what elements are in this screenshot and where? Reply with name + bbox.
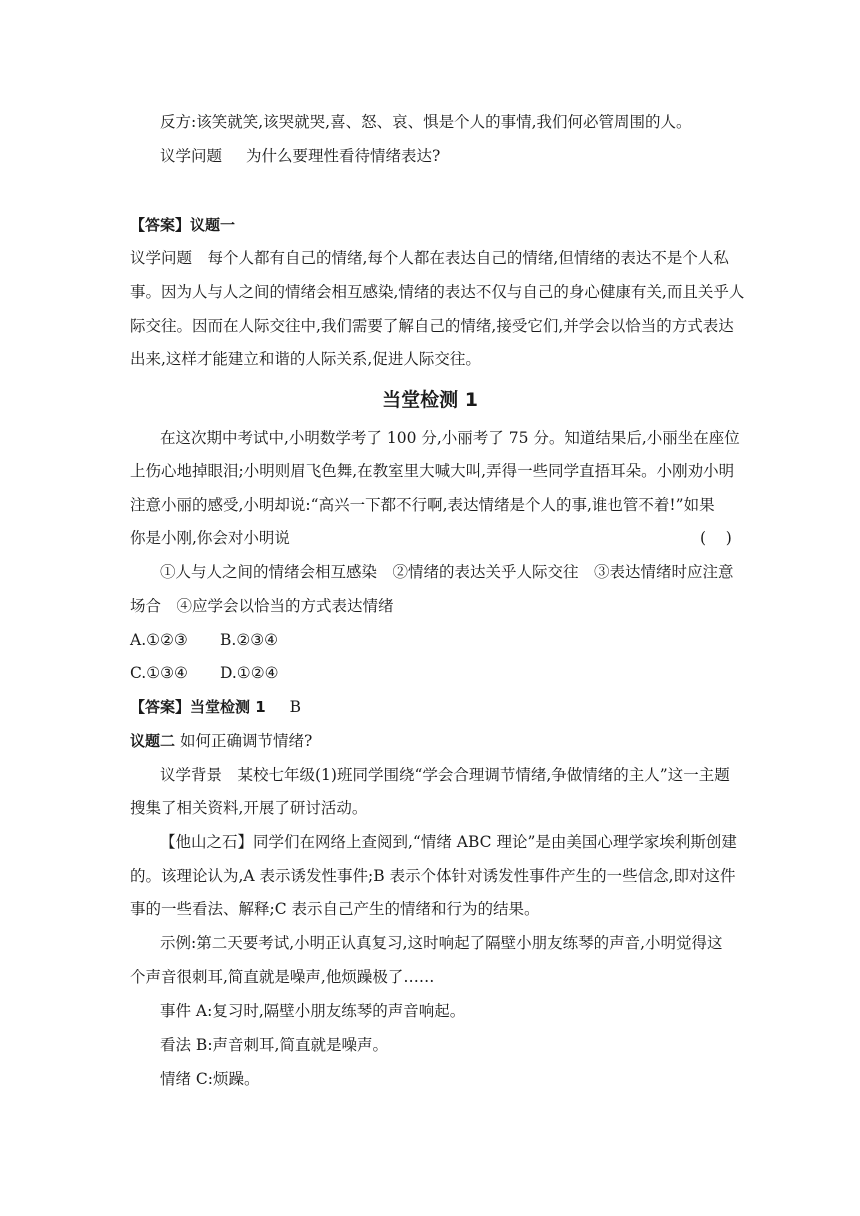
question-label: 议学问题	[160, 147, 223, 165]
question-text: 为什么要理性看待情绪表达?	[246, 147, 441, 165]
topic-label: 议题二	[130, 732, 176, 750]
options-row	[130, 662, 279, 684]
test-answer-label: 【答案】当堂检测 1	[130, 698, 266, 716]
answer-line: 际交往。因而在人际交往中,我们需要了解自己的情绪,接受它们,并学会以恰当的方式表达	[130, 317, 734, 335]
question-stem-line: 注意小丽的感受,小明却说:“高兴一下都不行啊,表达情绪是个人的事,谁也管不着!”如果	[130, 496, 715, 514]
statement-line: 场合 ④应学会以恰当的方式表达情绪	[130, 597, 394, 615]
option-c: C.①③④	[130, 664, 188, 682]
section-heading: 当堂检测 1	[382, 389, 478, 411]
question-stem-line: 上伤心地掉眼泪;小明则眉飞色舞,在教室里大喊大叫,弄得一些同学直捂耳朵。小刚劝小明	[130, 462, 735, 480]
answer-blank: ( )	[700, 529, 732, 547]
background-line: 搜集了相关资料,开展了研讨活动。	[130, 799, 368, 817]
test-answer	[130, 696, 301, 718]
theory-line: 事的一些看法、解释;C 表示自己产生的情绪和行为的结果。	[130, 900, 540, 918]
answer-line: 出来,这样才能建立和谐的人际关系,促进人际交往。	[130, 350, 481, 368]
option-d: D.①②④	[220, 664, 279, 682]
example-line: 个声音很刺耳,简直就是噪声,他烦躁极了……	[130, 968, 435, 986]
theory-line: 的。该理论认为,A 表示诱发性事件;B 表示个体针对诱发性事件产生的一些信念,即对这件	[130, 867, 736, 885]
answer-line: 议学问题 每个人都有自己的情绪,每个人都在表达自己的情绪,但情绪的表达不是个人私	[130, 249, 729, 267]
abc-line-c: 情绪 C:烦躁。	[160, 1070, 260, 1088]
test-answer-value: B	[289, 698, 302, 716]
question-stem-line: 你是小刚,你会对小明说	[130, 529, 290, 547]
abc-line-b: 看法 B:声音刺耳,简直就是噪声。	[160, 1036, 388, 1054]
example-line: 示例:第二天要考试,小明正认真复习,这时响起了隔壁小朋友练琴的声音,小明觉得这	[160, 934, 723, 952]
question-line	[160, 145, 440, 167]
options-row	[130, 629, 278, 651]
answer-label: 【答案】议题一	[130, 216, 236, 234]
theory-line: 【他山之石】同学们在网络上查阅到,“情绪 ABC 理论”是由美国心理学家埃利斯创建	[160, 833, 737, 851]
topic-question: 如何正确调节情绪?	[179, 732, 313, 750]
statement-line: ①人与人之间的情绪会相互感染 ②情绪的表达关乎人际交往 ③表达情绪时应注意	[160, 563, 734, 581]
option-a: A.①②③	[130, 631, 188, 649]
question-stem-line: 在这次期中考试中,小明数学考了 100 分,小丽考了 75 分。知道结果后,小丽坐在座位	[160, 429, 740, 447]
answer-line: 事。因为人与人之间的情绪会相互感染,情绪的表达不仅与自己的身心健康有关,而且关乎人	[130, 283, 745, 301]
option-b: B.②③④	[220, 631, 279, 649]
background-line: 议学背景 某校七年级(1)班同学围绕“学会合理调节情绪,争做情绪的主人”这一主题	[160, 766, 730, 784]
topic-title	[130, 730, 312, 752]
abc-line-a: 事件 A:复习时,隔壁小朋友练琴的声音响起。	[160, 1002, 466, 1020]
intro-line: 反方:该笑就笑,该哭就哭,喜、怒、哀、惧是个人的事情,我们何必管周围的人。	[160, 113, 692, 131]
